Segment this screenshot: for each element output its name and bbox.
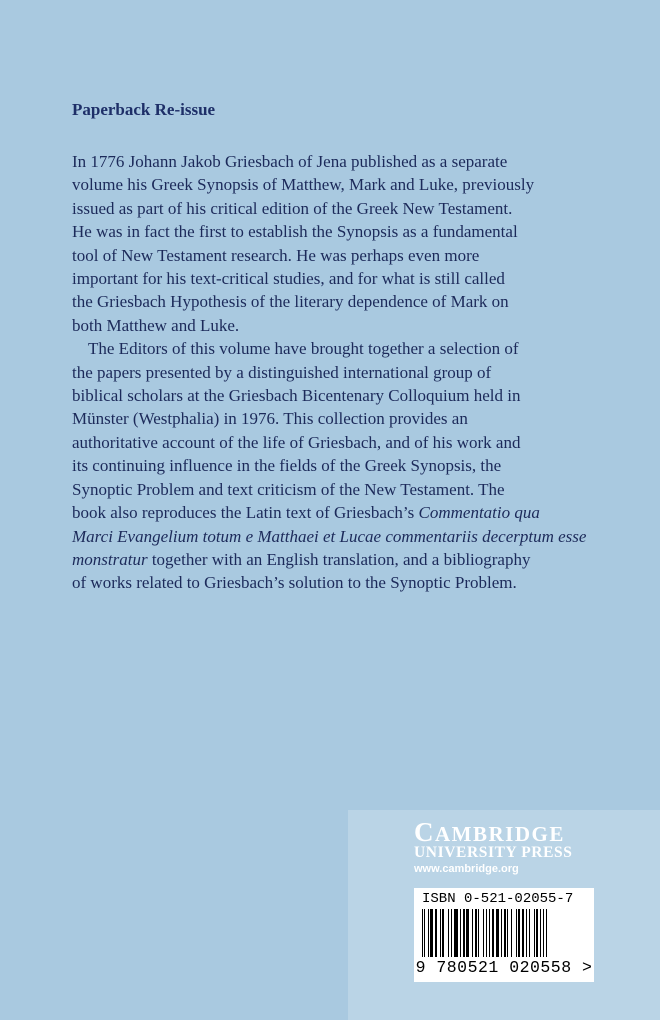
- barcode-bar: [454, 909, 458, 957]
- barcode-bar: [435, 909, 437, 957]
- text-line: both Matthew and Luke.: [72, 315, 240, 335]
- text-line: biblical scholars at the Griesbach Bicentenary Colloquium held in: [72, 386, 521, 406]
- barcode-number: 9 780521 020558 >: [415, 958, 593, 977]
- barcode-bar: [430, 909, 433, 957]
- barcode-bar: [440, 909, 441, 957]
- text-line: the Griesbach Hypothesis of the literary dependence of Mark on: [72, 292, 509, 312]
- barcode-bar: [472, 909, 473, 957]
- barcode-bar: [424, 909, 425, 957]
- barcode-bar: [529, 909, 530, 957]
- barcode-bar: [475, 909, 477, 957]
- barcode-bar: [507, 909, 508, 957]
- barcode-bar: [540, 909, 541, 957]
- barcode-bar: [466, 909, 469, 957]
- publisher-url: www.cambridge.org: [414, 863, 519, 875]
- barcode-bar: [451, 909, 452, 957]
- barcode-bar: [534, 909, 535, 957]
- barcode-bar: [536, 909, 538, 957]
- barcode-bar: [422, 909, 423, 957]
- text-line: authoritative account of the life of Griesbach, and of his work and: [72, 432, 521, 452]
- publisher-name-rest: AMBRIDGE: [435, 822, 565, 846]
- latin-title-segment: monstratur: [72, 549, 148, 569]
- text-line: of works related to Griesbach’s solution to the Synoptic Problem.: [72, 573, 517, 593]
- text-line: The Editors of this volume have brought together a selection of: [88, 339, 519, 359]
- paragraph-two: [72, 337, 592, 594]
- text-line: its continuing influence in the fields of the Greek Synopsis, the: [72, 456, 502, 476]
- text-line: issued as part of his critical edition of the Greek New Testament.: [72, 198, 513, 218]
- barcode-bar: [511, 909, 512, 957]
- barcode-bar: [483, 909, 484, 957]
- publisher-press-line: UNIVERSITY PRESS: [414, 844, 573, 861]
- barcode-bar: [501, 909, 502, 957]
- barcode-bar: [442, 909, 444, 957]
- barcode-bars: [422, 909, 588, 957]
- barcode-bar: [516, 909, 517, 957]
- barcode-bar: [463, 909, 465, 957]
- text-line: He was in fact the first to establish the Synopsis as a fundamental: [72, 222, 518, 242]
- barcode-bar: [546, 909, 547, 957]
- text-line: [72, 525, 592, 548]
- text-line: tool of New Testament research. He was perhaps even more: [72, 245, 480, 265]
- barcode-bar: [522, 909, 524, 957]
- paragraph-one: [72, 150, 592, 337]
- barcode-bar: [518, 909, 520, 957]
- barcode-bar: [460, 909, 461, 957]
- barcode-bar: [526, 909, 527, 957]
- description-blurb: [72, 150, 592, 595]
- barcode-bar: [448, 909, 449, 957]
- barcode-bar: [486, 909, 487, 957]
- isbn-label: ISBN 0-521-02055-7: [422, 891, 574, 907]
- text-line: Münster (Westphalia) in 1976. This collection provides an: [72, 409, 468, 429]
- barcode-bar: [428, 909, 429, 957]
- text-line: In 1776 Johann Jakob Griesbach of Jena published as a separate: [72, 152, 508, 171]
- text-line: the papers presented by a distinguished international group of: [72, 362, 492, 382]
- text-line: [72, 548, 592, 571]
- isbn-barcode: [414, 888, 594, 982]
- barcode-bar: [489, 909, 490, 957]
- barcode-bar: [543, 909, 544, 957]
- barcode-bar: [504, 909, 506, 957]
- text-segment: book also reproduces the Latin text of Griesbach’s: [72, 503, 419, 523]
- text-line: important for his text-critical studies, and for what is still called: [72, 269, 505, 289]
- barcode-bar: [496, 909, 499, 957]
- latin-title-segment: Marci Evangelium totum e Matthaei et Lucae commentariis decerptum esse: [72, 526, 587, 546]
- barcode-bar: [478, 909, 479, 957]
- heading-paperback-reissue: Paperback Re-issue: [72, 100, 216, 119]
- publisher-name-initial: C: [414, 817, 435, 847]
- text-line: Synoptic Problem and text criticism of the New Testament. The: [72, 479, 505, 499]
- latin-title-segment: Commentatio qua: [418, 503, 540, 523]
- text-segment: together with an English translation, and a bibliography: [147, 549, 531, 569]
- text-line: volume his Greek Synopsis of Matthew, Mark and Luke, previously: [72, 175, 535, 195]
- barcode-bar: [492, 909, 494, 957]
- text-line: [72, 501, 592, 524]
